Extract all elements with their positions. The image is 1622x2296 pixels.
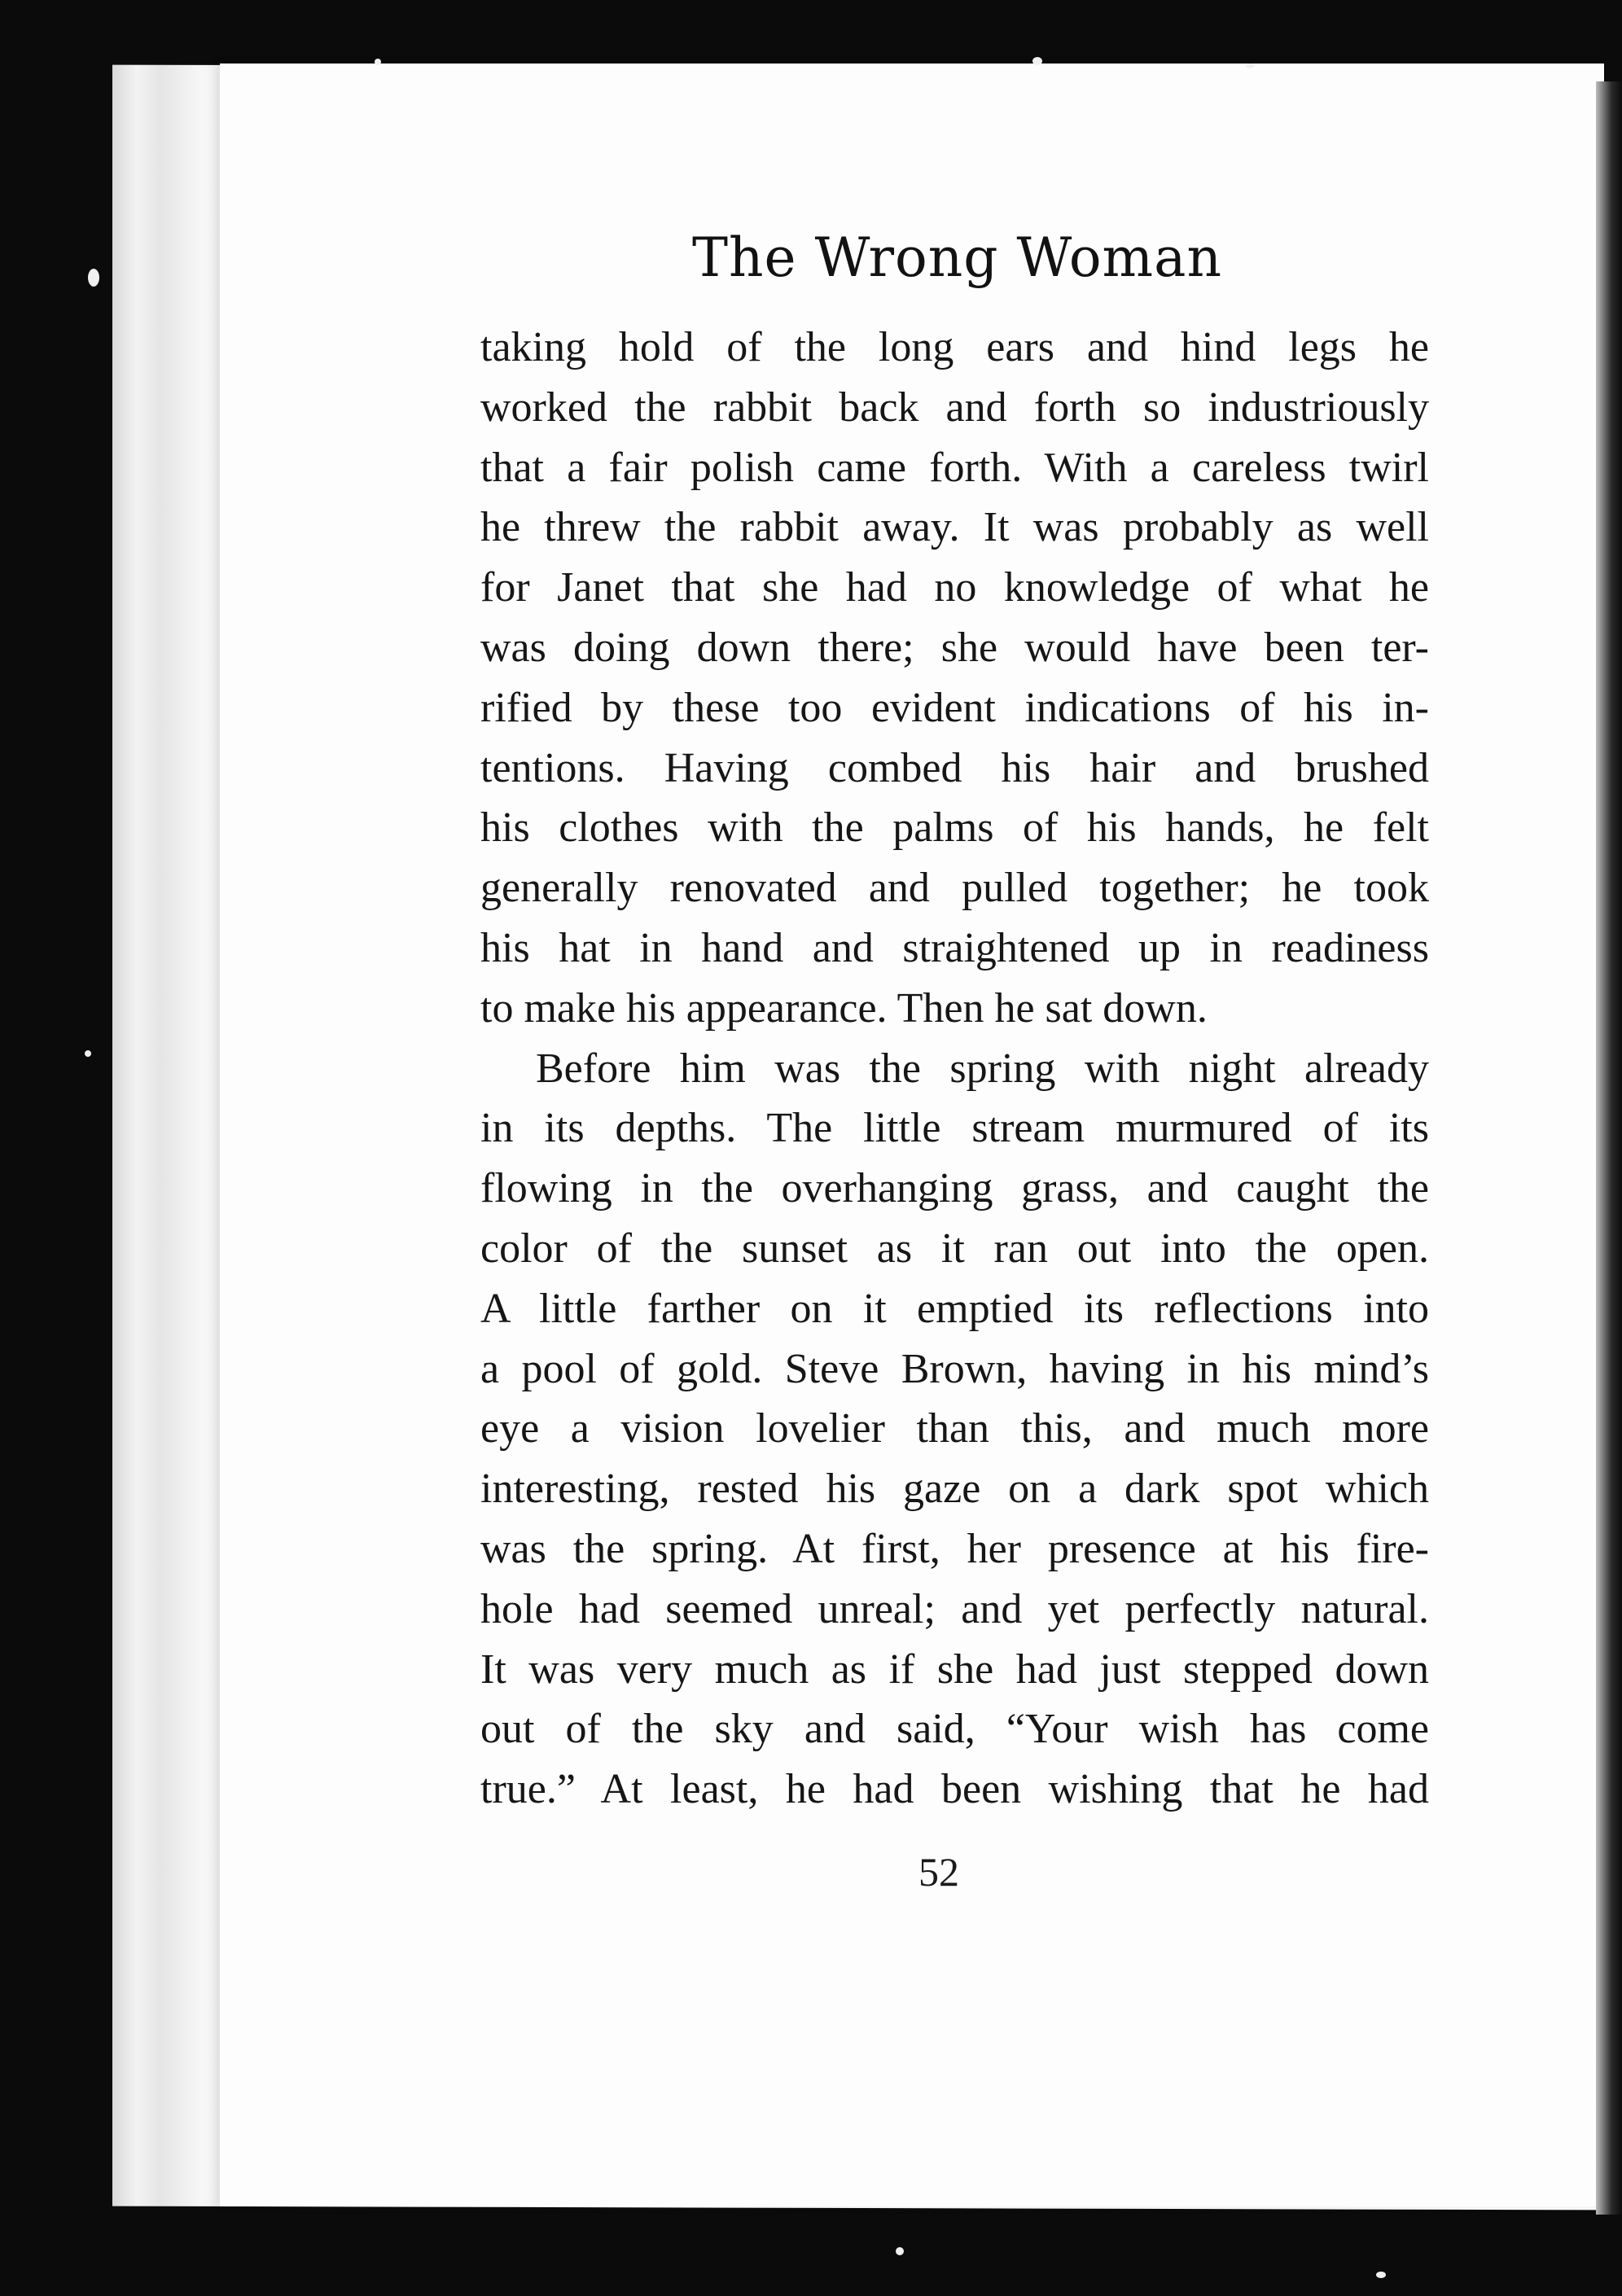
scan-speck (375, 59, 381, 65)
scan-speck (1246, 64, 1254, 68)
text-line: in its depths. The little stream murmured of its (480, 1105, 1429, 1152)
text-line: was the spring. At first, her presence at his fire- (480, 1525, 1429, 1572)
text-line: that a fair polish came forth. With a careless twirl (480, 444, 1429, 491)
text-line: for Janet that she had no knowledge of what he (480, 564, 1429, 611)
text-line: flowing in the overhanging grass, and caught the (480, 1165, 1429, 1212)
text-line: to make his appearance. Then he sat down. (480, 984, 1208, 1032)
text-line: Before him was the spring with night already (536, 1045, 1429, 1092)
scan-speck (85, 1050, 91, 1057)
text-line: rified by these too evident indications of his in- (480, 684, 1429, 731)
text-line: worked the rabbit back and forth so industriously (480, 383, 1429, 431)
text-line: out of the sky and said, “Your wish has come (480, 1706, 1429, 1753)
text-line: hole had seemed unreal; and yet perfectly natural. (480, 1585, 1429, 1632)
paragraph-1 (480, 318, 1433, 1039)
scan-speck (1032, 57, 1042, 65)
text-line: It was very much as if she had just stepped down (480, 1645, 1429, 1693)
text-line: taking hold of the long ears and hind legs he (480, 324, 1429, 370)
page-number: 52 (918, 1849, 959, 1895)
binding-edge (1596, 81, 1622, 2215)
text-line: color of the sunset as it ran out into the open. (480, 1225, 1429, 1272)
text-line: he threw the rabbit away. It was probably as well (480, 504, 1429, 551)
text-line: was doing down there; she would have been ter- (480, 624, 1429, 671)
text-line: interesting, rested his gaze on a dark spot which (480, 1466, 1429, 1513)
scan-speck (88, 269, 99, 287)
text-line: true.” At least, he had been wishing that he had (480, 1766, 1429, 1813)
text-line: his hat in hand and straightened up in readiness (480, 924, 1429, 971)
running-head: The Wrong Woman (692, 226, 1222, 289)
text-line: a pool of gold. Steve Brown, having in his mind’s (480, 1345, 1429, 1392)
paragraph-2 (480, 1039, 1433, 1820)
scan-speck (1376, 2272, 1386, 2278)
text-line: tentions. Having combed his hair and brushed (480, 744, 1429, 791)
scan-speck (896, 2247, 904, 2255)
text-line: A little farther on it emptied its reflections into (480, 1285, 1429, 1332)
text-line: his clothes with the palms of his hands, he felt (480, 804, 1429, 852)
body-text (480, 318, 1433, 1820)
text-line: generally renovated and pulled together; he took (480, 865, 1429, 912)
text-line: eye a vision lovelier than this, and much more (480, 1405, 1429, 1453)
